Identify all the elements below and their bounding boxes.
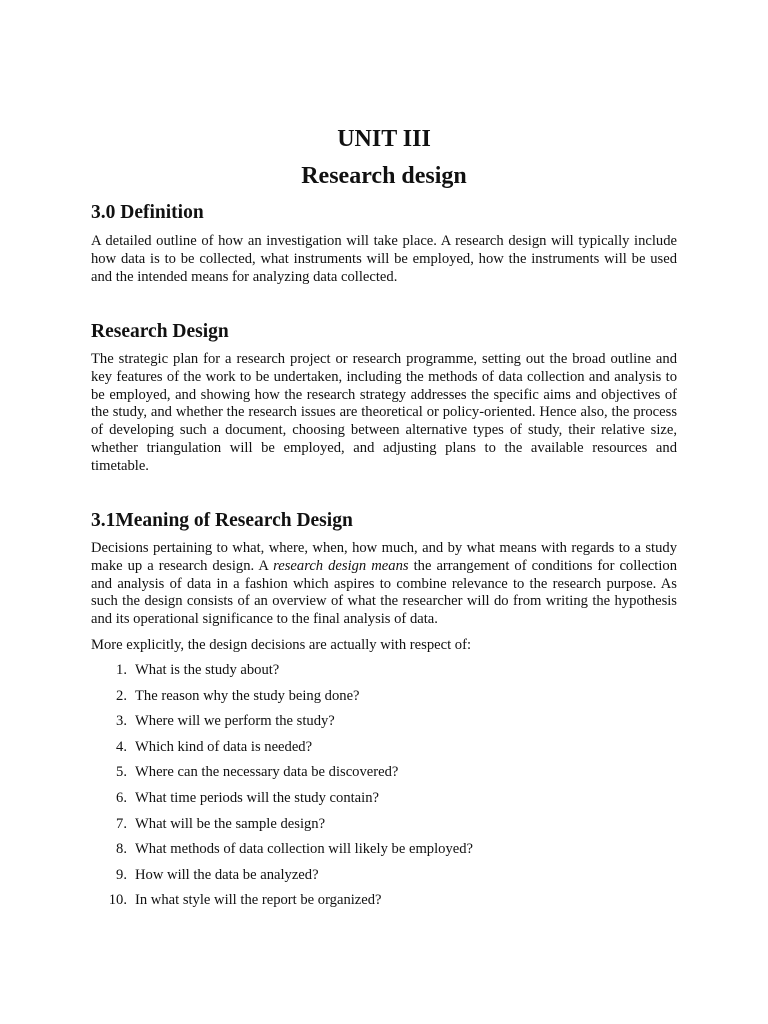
- list-item: [91, 790, 677, 816]
- list-item: [91, 739, 677, 765]
- list-item-number: 6.: [116, 789, 127, 806]
- list-item: [91, 816, 677, 842]
- list-item-text: The reason why the study being done?: [135, 687, 360, 704]
- list-item: [91, 662, 677, 688]
- list-item-text: In what style will the report be organized?: [135, 892, 382, 909]
- list-item: [91, 688, 677, 714]
- list-item-text: What is the study about?: [135, 662, 280, 678]
- page-title: Research design: [301, 163, 467, 189]
- list-item-text: Which kind of data is needed?: [135, 738, 313, 755]
- list-item-text: Where can the necessary data be discovered?: [135, 764, 399, 781]
- unit-title: UNIT III: [337, 126, 431, 152]
- research-design-paragraph: The strategic plan for a research project or research programme, setting out the broad outline and key features of the work to be undertaken, including the methods of data collection and analysis to be employed, and showing how the research strategy addresses the specific aims and objectives of the study, and whether the research issues are theoretical or policy-oriented. Hence also, the process of developing such a document, choosing between alternative types of study, their relative size, whether triangulation will be employed, and adjusting plans to the available resources and timetable.: [91, 351, 677, 474]
- list-item-number: 5.: [116, 764, 127, 781]
- list-item: [91, 764, 677, 790]
- list-item: [91, 713, 677, 739]
- list-item-text: What will be the sample design?: [135, 815, 326, 832]
- meaning-emphasis: research design means: [273, 557, 409, 574]
- list-item-number: 8.: [116, 841, 127, 858]
- list-item-text: How will the data be analyzed?: [135, 866, 319, 883]
- list-item-number: 4.: [116, 738, 127, 755]
- meaning-heading: 3.1Meaning of Research Design: [91, 510, 353, 531]
- list-item-number: 3.: [116, 713, 127, 730]
- list-item: [91, 892, 677, 918]
- decisions-intro: More explicitly, the design decisions are actually with respect of:: [91, 637, 471, 653]
- research-design-heading: Research Design: [91, 321, 229, 342]
- list-item: [91, 841, 677, 867]
- list-item-number: 7.: [116, 815, 127, 832]
- list-item-text: What time periods will the study contain?: [135, 789, 379, 806]
- meaning-text-before: Decisions pertaining to what, where, when, how much, and by what means with regards to a study make up a research design. A: [91, 540, 677, 574]
- list-item-number: 9.: [116, 866, 127, 883]
- list-item-number: 1.: [116, 662, 127, 678]
- list-item: [91, 867, 677, 893]
- list-item-text: Where will we perform the study?: [135, 713, 335, 730]
- definition-paragraph: A detailed outline of how an investigation will take place. A research design will typically include how data is to be collected, what instruments will be employed, how the instruments will be used and the intended means for analyzing data collected.: [91, 233, 677, 285]
- list-item-text: What methods of data collection will likely be employed?: [135, 841, 473, 858]
- decisions-list: [91, 662, 677, 918]
- list-item-number: 10.: [108, 892, 127, 909]
- meaning-paragraph: [91, 540, 677, 629]
- meaning-text-after: the arrangement of conditions for collection and analysis of data in a fashion which aspires to combine relevance to the research purpose. As such the design consists of an overview of what the researcher will do from writing the hypothesis and its operational significance to the final analysis of data.: [91, 557, 677, 628]
- definition-heading: 3.0 Definition: [91, 202, 204, 223]
- list-item-number: 2.: [116, 687, 127, 704]
